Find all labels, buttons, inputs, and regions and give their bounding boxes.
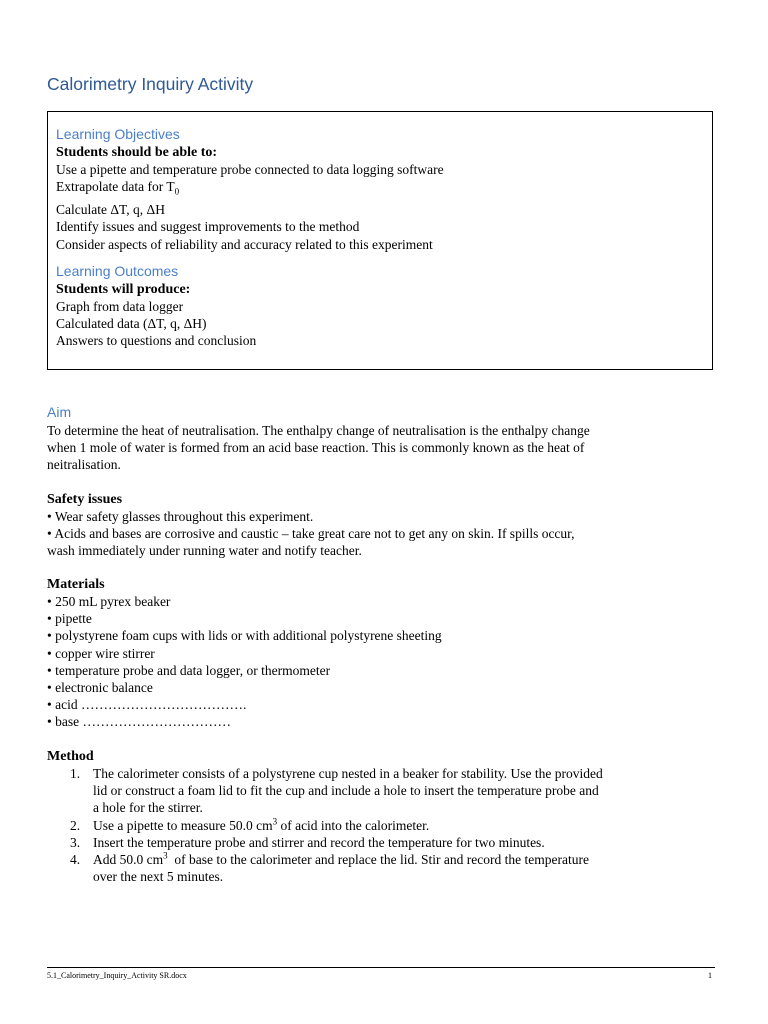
objectives-box	[47, 111, 713, 370]
outcome-item: Answers to questions and conclusion	[56, 333, 257, 349]
safety-line: • Acids and bases are corrosive and caustic – take great care not to get any on skin. If spills occur,	[47, 526, 575, 542]
material-item: • polystyrene foam cups with lids or with additional polystyrene sheeting	[47, 628, 442, 644]
method-step: 1. The calorimeter consists of a polystyrene cup nested in a beaker for stability. Use the provided lid or construct a foam lid to fit the cup and include a hole to insert the temperature probe and a hole for the stirrer.	[70, 766, 603, 816]
materials-heading: Materials	[47, 577, 105, 592]
material-item: • pipette	[47, 611, 92, 627]
method-section	[47, 748, 715, 885]
outcome-item: Calculated data (ΔT, q, ΔH)	[56, 315, 207, 331]
footer-page-number: 1	[708, 971, 712, 980]
objective-item: Identify issues and suggest improvements to the method	[56, 219, 360, 235]
safety-line: wash immediately under running water and notify teacher.	[47, 543, 362, 559]
material-item: • copper wire stirrer	[47, 645, 155, 661]
method-step: 4. Add 50.0 $cm^3$ of base to the calorimeter and replace the lid. Stir and record the temperature over the next 5 minutes.	[70, 850, 589, 885]
objective-item: Use a pipette and temperature probe connected to data logging software	[56, 162, 444, 177]
material-item: • 250 mL pyrex beaker	[47, 594, 171, 609]
aim-heading: Aim	[47, 404, 72, 420]
material-item: • temperature probe and data logger, or thermometer	[47, 662, 331, 678]
method-step: 2. Use a pipette to measure 50.0 $cm^3$ of acid into the calorimeter.	[70, 816, 430, 833]
material-item: • electronic balance	[47, 680, 153, 696]
outcome-item: Graph from data logger	[56, 298, 184, 314]
footer-filename: 5.1_Calorimetry_Inquiry_Activity SR.docx	[47, 971, 187, 980]
aim-line: To determine the heat of neutralisation. The enthalpy change of neutralisation is the enthalpy change	[47, 423, 590, 438]
objectives-intro: Students should be able to:	[56, 145, 218, 160]
material-item: • base ……………………………	[47, 714, 231, 730]
safety-section	[47, 491, 715, 560]
aim-line: when 1 mole of water is formed from an acid base reaction. This is commonly known as the heat of	[47, 440, 585, 456]
footer-divider	[47, 967, 715, 968]
objective-item: Calculate ΔT, q, ΔH	[56, 202, 165, 218]
outcomes-intro: Students will produce:	[56, 281, 191, 297]
objectives-heading: Learning Objectives	[56, 126, 180, 142]
safety-heading: Safety issues	[47, 492, 123, 507]
aim-line: neitralisation.	[47, 457, 121, 473]
page-title: Calorimetry Inquiry Activity	[47, 74, 254, 94]
aim-section	[47, 402, 715, 474]
outcomes-heading: Learning Outcomes	[56, 262, 179, 279]
safety-line: • Wear safety glasses throughout this experiment.	[47, 509, 314, 524]
objective-item: Extrapolate data for $T_0$	[56, 179, 180, 197]
method-heading: Method	[47, 749, 94, 764]
material-item: • acid ……………………………….	[47, 697, 247, 713]
method-step: 3. Insert the temperature probe and stirrer and record the temperature for two minutes.	[70, 834, 545, 850]
objective-item: Consider aspects of reliability and accuracy related to this experiment	[56, 236, 433, 252]
materials-section	[47, 576, 715, 731]
